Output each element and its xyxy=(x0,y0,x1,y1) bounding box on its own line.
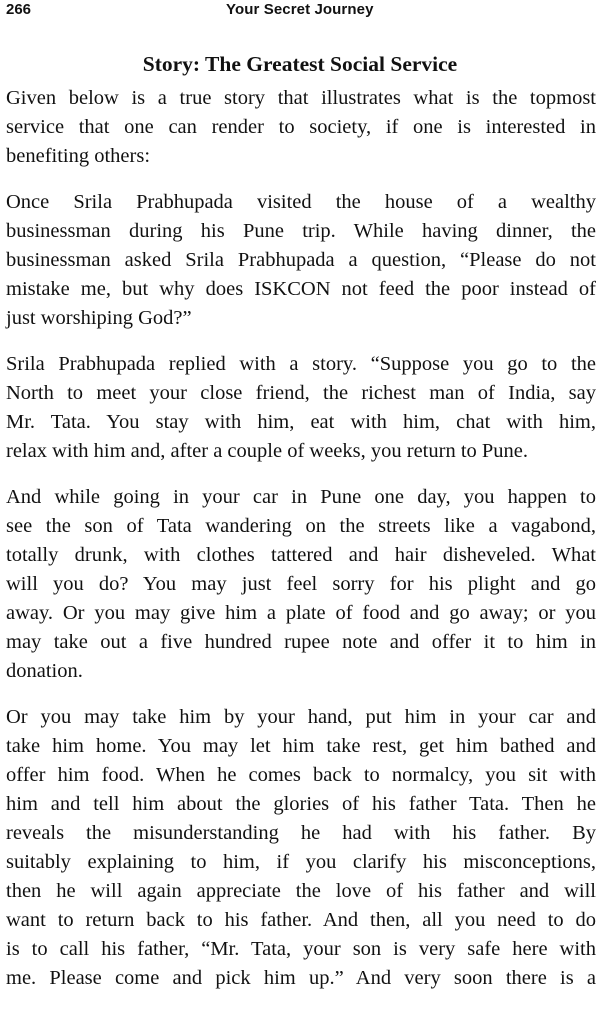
text-line: Srila Prabhupada replied with a story. “Suppose you go to the xyxy=(6,353,596,375)
text-line: then he will again appreciate the love of his father and will xyxy=(6,880,596,902)
text-line: donation. xyxy=(6,660,83,682)
text-line: offer him food. When he comes back to normalcy, you sit with xyxy=(6,764,596,786)
story-title: Story: The Greatest Social Service xyxy=(142,52,458,76)
text-line: Once Srila Prabhupada visited the house of a wealthy xyxy=(6,191,596,213)
running-header xyxy=(6,0,600,22)
text-line: take him home. You may let him take rest, get him bathed and xyxy=(6,735,596,757)
body-text xyxy=(6,84,596,1010)
text-line: him and tell him about the glories of his father Tata. Then he xyxy=(6,793,596,815)
text-line: relax with him and, after a couple of weeks, you return to Pune. xyxy=(6,440,529,462)
text-line: totally drunk, with clothes tattered and hair disheveled. What xyxy=(6,544,596,566)
text-line: North to meet your close friend, the richest man of India, say xyxy=(6,382,596,404)
text-line: And while going in your car in Pune one day, you happen to xyxy=(6,486,596,508)
text-line: away. Or you may give him a plate of food and go away; or you xyxy=(6,602,596,624)
text-line: suitably explaining to him, if you clarify his misconceptions, xyxy=(6,851,596,873)
paragraph xyxy=(6,483,596,686)
paragraph xyxy=(6,350,596,466)
paragraph xyxy=(6,188,596,333)
text-line: will you do? You may just feel sorry for his plight and go xyxy=(6,573,596,595)
text-line: benefiting others: xyxy=(6,145,151,167)
page-number: 266 xyxy=(6,1,32,18)
text-line: may take out a five hundred rupee note and offer it to him in xyxy=(6,631,596,653)
text-line: see the son of Tata wandering on the streets like a vagabond, xyxy=(6,515,596,537)
text-line: me. Please come and pick him up.” And very soon there is a xyxy=(6,967,596,989)
text-line: Mr. Tata. You stay with him, eat with him, chat with him, xyxy=(6,411,596,433)
text-line: want to return back to his father. And then, all you need to do xyxy=(6,909,596,931)
text-line: is to call his father, “Mr. Tata, your son is very safe here with xyxy=(6,938,596,960)
paragraph xyxy=(6,703,596,993)
running-title: Your Secret Journey xyxy=(226,1,374,18)
text-line: service that one can render to society, if one is interested in xyxy=(6,116,596,138)
text-line: businessman during his Pune trip. While having dinner, the xyxy=(6,220,596,242)
text-line: Given below is a true story that illustrates what is the topmost xyxy=(6,87,596,109)
text-line: businessman asked Srila Prabhupada a question, “Please do not xyxy=(6,249,596,271)
text-line: Or you may take him by your hand, put him in your car and xyxy=(6,706,596,728)
paragraph xyxy=(6,84,596,171)
text-line: mistake me, but why does ISKCON not feed the poor instead of xyxy=(6,278,596,300)
text-line: just worshiping God?” xyxy=(6,307,192,329)
text-line: reveals the misunderstanding he had with his father. By xyxy=(6,822,596,844)
